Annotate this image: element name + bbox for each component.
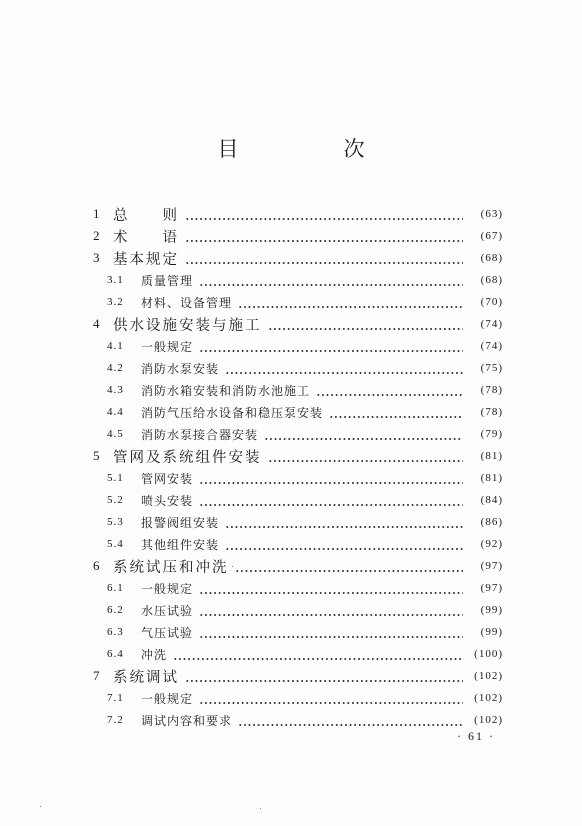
toc-entry-title: 系统调试 (113, 669, 179, 686)
toc-entry-number: 4.2 (107, 362, 124, 374)
toc-entry-page: (68) (480, 274, 503, 286)
toc-entry-page: (102) (474, 670, 503, 682)
toc-entry (93, 489, 503, 511)
dot-leader (225, 538, 463, 552)
toc-entry-number: 4.4 (107, 406, 124, 418)
scan-speck (40, 806, 41, 807)
toc-entry-number: 5 (93, 448, 100, 463)
toc-entry-number: 4.3 (107, 384, 124, 396)
dot-leader (185, 670, 463, 684)
toc-entry (93, 445, 503, 467)
toc-entry-number: 5.4 (107, 538, 124, 550)
toc-entry-number: 7 (93, 668, 100, 683)
toc-entry (93, 687, 503, 709)
toc-entry-page: (81) (480, 472, 503, 484)
toc-entry (93, 313, 503, 335)
toc-entry-page: (86) (480, 516, 503, 528)
toc-entry (93, 643, 503, 665)
toc-entry-page: (79) (480, 428, 503, 440)
dot-leader (268, 318, 464, 332)
toc-entry-number: 7.1 (107, 692, 124, 704)
toc-entry-title: 调试内容和要求 (141, 713, 233, 728)
toc-entry (93, 335, 503, 357)
toc-entry-page: (102) (474, 714, 503, 726)
toc-entry (93, 665, 503, 687)
dot-leader (199, 494, 463, 508)
toc-entry-number: 3.2 (107, 296, 124, 308)
toc-entry-title: 基本规定 (113, 251, 179, 268)
toc-entry-title: 报警阀组安装 (141, 515, 220, 530)
dot-leader (199, 472, 463, 486)
toc-entry (93, 357, 503, 379)
toc-entry-title: 消防水泵接合器安装 (141, 427, 259, 442)
toc-entry-page: (99) (480, 604, 503, 616)
dot-leader (199, 626, 463, 640)
toc-entry-page: (97) (480, 560, 503, 572)
dot-leader (329, 406, 463, 420)
toc-entry (93, 533, 503, 555)
toc-entry-page: (74) (480, 318, 503, 330)
toc-entry (93, 423, 503, 445)
toc-entry (93, 467, 503, 489)
toc-entry (93, 621, 503, 643)
toc-entry-page: (75) (480, 362, 503, 374)
dot-leader (185, 230, 463, 244)
toc-entry-title: 其他组件安装 (141, 537, 220, 552)
toc-entry-number: 2 (93, 228, 100, 243)
toc-entry-title: 管网安装 (141, 471, 194, 486)
toc-entry-page: (97) (480, 582, 503, 594)
toc-entry-number: 5.2 (107, 494, 124, 506)
toc-entry-number: 6.4 (107, 648, 124, 660)
dot-leader (268, 450, 464, 464)
table-of-contents (93, 203, 503, 731)
toc-entry-title: 系统试压和冲洗 (113, 559, 229, 576)
toc-entry-title: 材料、设备管理 (141, 295, 233, 310)
dot-leader (238, 714, 463, 728)
toc-entry-title: 喷头安装 (141, 493, 194, 508)
toc-entry-page: (68) (480, 252, 503, 264)
dot-leader (264, 428, 463, 442)
toc-entry (93, 511, 503, 533)
toc-entry-number: 3 (93, 250, 100, 265)
scan-speck (260, 808, 261, 809)
toc-entry-title: 气压试验 (141, 625, 194, 640)
toc-entry-title: 消防水泵安装 (141, 361, 220, 376)
toc-entry-title: 管网及系统组件安装 (113, 449, 262, 466)
dot-leader (235, 560, 464, 574)
toc-entry (93, 225, 503, 247)
toc-entry-number: 5.1 (107, 472, 124, 484)
dot-leader (199, 274, 463, 288)
toc-entry-title: 一般规定 (141, 691, 194, 706)
dot-leader (199, 340, 463, 354)
toc-entry (93, 247, 503, 269)
toc-entry-number: 6.3 (107, 626, 124, 638)
toc-entry (93, 291, 503, 313)
toc-entry-title: 术 语 (113, 229, 179, 246)
toc-entry (93, 577, 503, 599)
toc-entry-title: 消防水箱安装和消防水池施工 (141, 383, 311, 398)
toc-entry-title: 一般规定 (141, 339, 194, 354)
toc-entry-number: 3.1 (107, 274, 124, 286)
toc-entry-page: (67) (480, 230, 503, 242)
dot-leader (225, 362, 463, 376)
dot-leader (225, 516, 463, 530)
toc-entry-page: (84) (480, 494, 503, 506)
toc-entry (93, 379, 503, 401)
toc-entry-number: 4.1 (107, 340, 124, 352)
toc-entry-title: 消防气压给水设备和稳压泵安装 (141, 405, 324, 420)
toc-entry-number: 1 (93, 206, 100, 221)
toc-entry-page: (74) (480, 340, 503, 352)
dot-leader (185, 252, 463, 266)
toc-entry-page: (100) (474, 648, 503, 660)
toc-entry-title: 供水设施安装与施工 (113, 317, 262, 334)
toc-entry (93, 599, 503, 621)
toc-entry-title: 冲洗 (141, 647, 168, 662)
toc-entry-number: 7.2 (107, 714, 124, 726)
scan-speck (232, 566, 233, 567)
toc-entry-number: 5.3 (107, 516, 124, 528)
toc-entry (93, 709, 503, 731)
dot-leader (199, 582, 463, 596)
toc-entry (93, 203, 503, 225)
toc-entry-title: 水压试验 (141, 603, 194, 618)
toc-entry-page: (78) (480, 406, 503, 418)
toc-entry (93, 401, 503, 423)
toc-entry-title: 总 则 (113, 207, 179, 224)
dot-leader (238, 296, 463, 310)
toc-entry-number: 4 (93, 316, 100, 331)
dot-leader (199, 604, 463, 618)
toc-entry-page: (102) (474, 692, 503, 704)
toc-entry-title: 一般规定 (141, 581, 194, 596)
dot-leader (185, 208, 463, 222)
page-title: 目 次 (217, 137, 407, 161)
toc-entry-page: (92) (480, 538, 503, 550)
page-number: · 61 · (457, 729, 495, 743)
toc-entry-title: 质量管理 (141, 273, 194, 288)
dot-leader (316, 384, 463, 398)
toc-entry-number: 6.1 (107, 582, 124, 594)
toc-entry (93, 555, 503, 577)
toc-entry-number: 6.2 (107, 604, 124, 616)
toc-entry-page: (63) (480, 208, 503, 220)
toc-entry-number: 4.5 (107, 428, 124, 440)
toc-entry (93, 269, 503, 291)
toc-entry-page: (70) (480, 296, 503, 308)
toc-entry-page: (78) (480, 384, 503, 396)
dot-leader (173, 648, 463, 662)
toc-entry-number: 6 (93, 558, 100, 573)
toc-entry-page: (81) (480, 450, 503, 462)
dot-leader (199, 692, 463, 706)
toc-entry-page: (99) (480, 626, 503, 638)
